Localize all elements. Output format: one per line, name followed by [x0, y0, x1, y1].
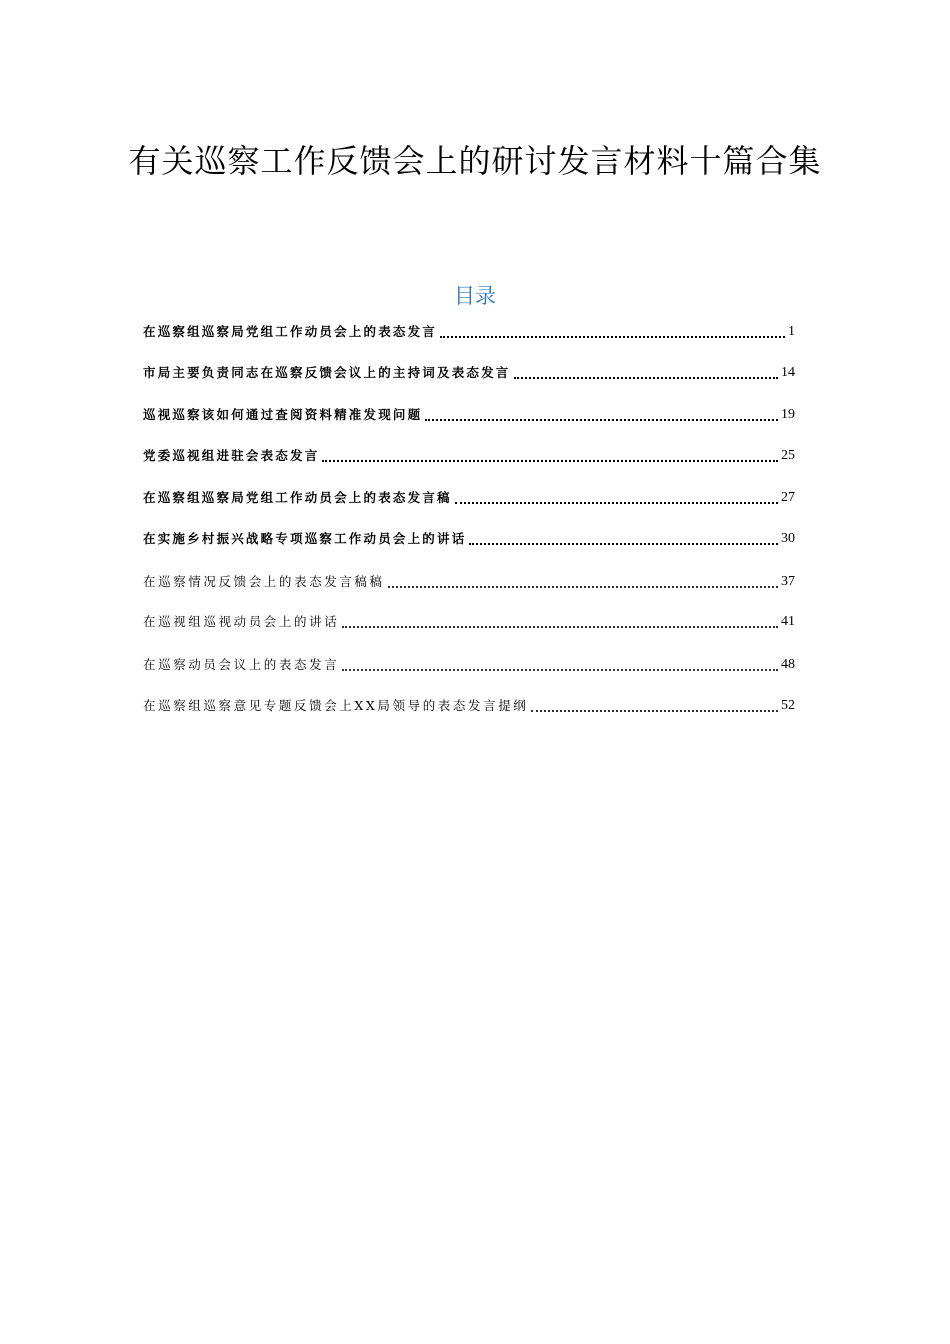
toc-leader-dots [455, 502, 778, 504]
toc-leader-dots [531, 710, 778, 712]
toc-leader-dots [425, 419, 778, 421]
toc-entry-title: 市局主要负责同志在巡察反馈会议上的主持词及表态发言 [143, 365, 511, 380]
toc-entry[interactable] [143, 525, 795, 549]
toc-entry-title: 在实施乡村振兴战略专项巡察工作动员会上的讲话 [143, 531, 467, 546]
toc-leader-dots [514, 377, 778, 379]
toc-entry[interactable] [143, 442, 795, 466]
toc-entry-page: 48 [781, 657, 795, 672]
toc-heading: 目录 [454, 284, 496, 308]
toc-entry-title: 在巡察情况反馈会上的表态发言稿稿 [143, 574, 385, 589]
toc-entry-page: 19 [781, 407, 795, 422]
toc-entry-title: 在巡察组巡察局党组工作动员会上的表态发言稿 [143, 490, 452, 505]
toc-entry[interactable] [143, 401, 795, 425]
toc-entry-title: 在巡察动员会议上的表态发言 [143, 657, 340, 672]
toc-entry[interactable] [143, 359, 795, 383]
toc-entry[interactable] [143, 692, 795, 716]
toc-entry[interactable] [143, 651, 795, 675]
toc-leader-dots [342, 626, 778, 628]
toc-entry-title: 在巡察组巡察意见专题反馈会上XX局领导的表态发言提纲 [143, 698, 529, 713]
toc-entry[interactable] [143, 608, 795, 632]
toc-entry-page: 27 [781, 490, 795, 505]
toc-entry-title: 在巡察组巡察局党组工作动员会上的表态发言 [143, 324, 438, 339]
toc-entry-page: 1 [788, 324, 795, 339]
toc-entry-page: 41 [781, 614, 795, 629]
toc-entry[interactable] [143, 484, 795, 508]
toc-leader-dots [440, 336, 785, 338]
toc-entry-page: 37 [781, 574, 795, 589]
toc-leader-dots [469, 543, 778, 545]
toc-entry-page: 52 [781, 698, 795, 713]
toc-entry-title: 在巡视组巡视动员会上的讲话 [143, 614, 340, 629]
toc-leader-dots [342, 669, 778, 671]
toc-entry-page: 14 [781, 365, 795, 380]
document-title: 有关巡察工作反馈会上的研讨发言材料十篇合集 [128, 142, 822, 180]
toc-entry-page: 25 [781, 448, 795, 463]
toc-leader-dots [388, 586, 778, 588]
toc-entry-page: 30 [781, 531, 795, 546]
toc-entry[interactable] [143, 318, 795, 342]
toc-entry-title: 巡视巡察该如何通过查阅资料精准发现问题 [143, 407, 423, 422]
toc-entry-title: 党委巡视组进驻会表态发言 [143, 448, 320, 463]
toc-leader-dots [322, 460, 778, 462]
toc-entry[interactable] [143, 568, 795, 592]
